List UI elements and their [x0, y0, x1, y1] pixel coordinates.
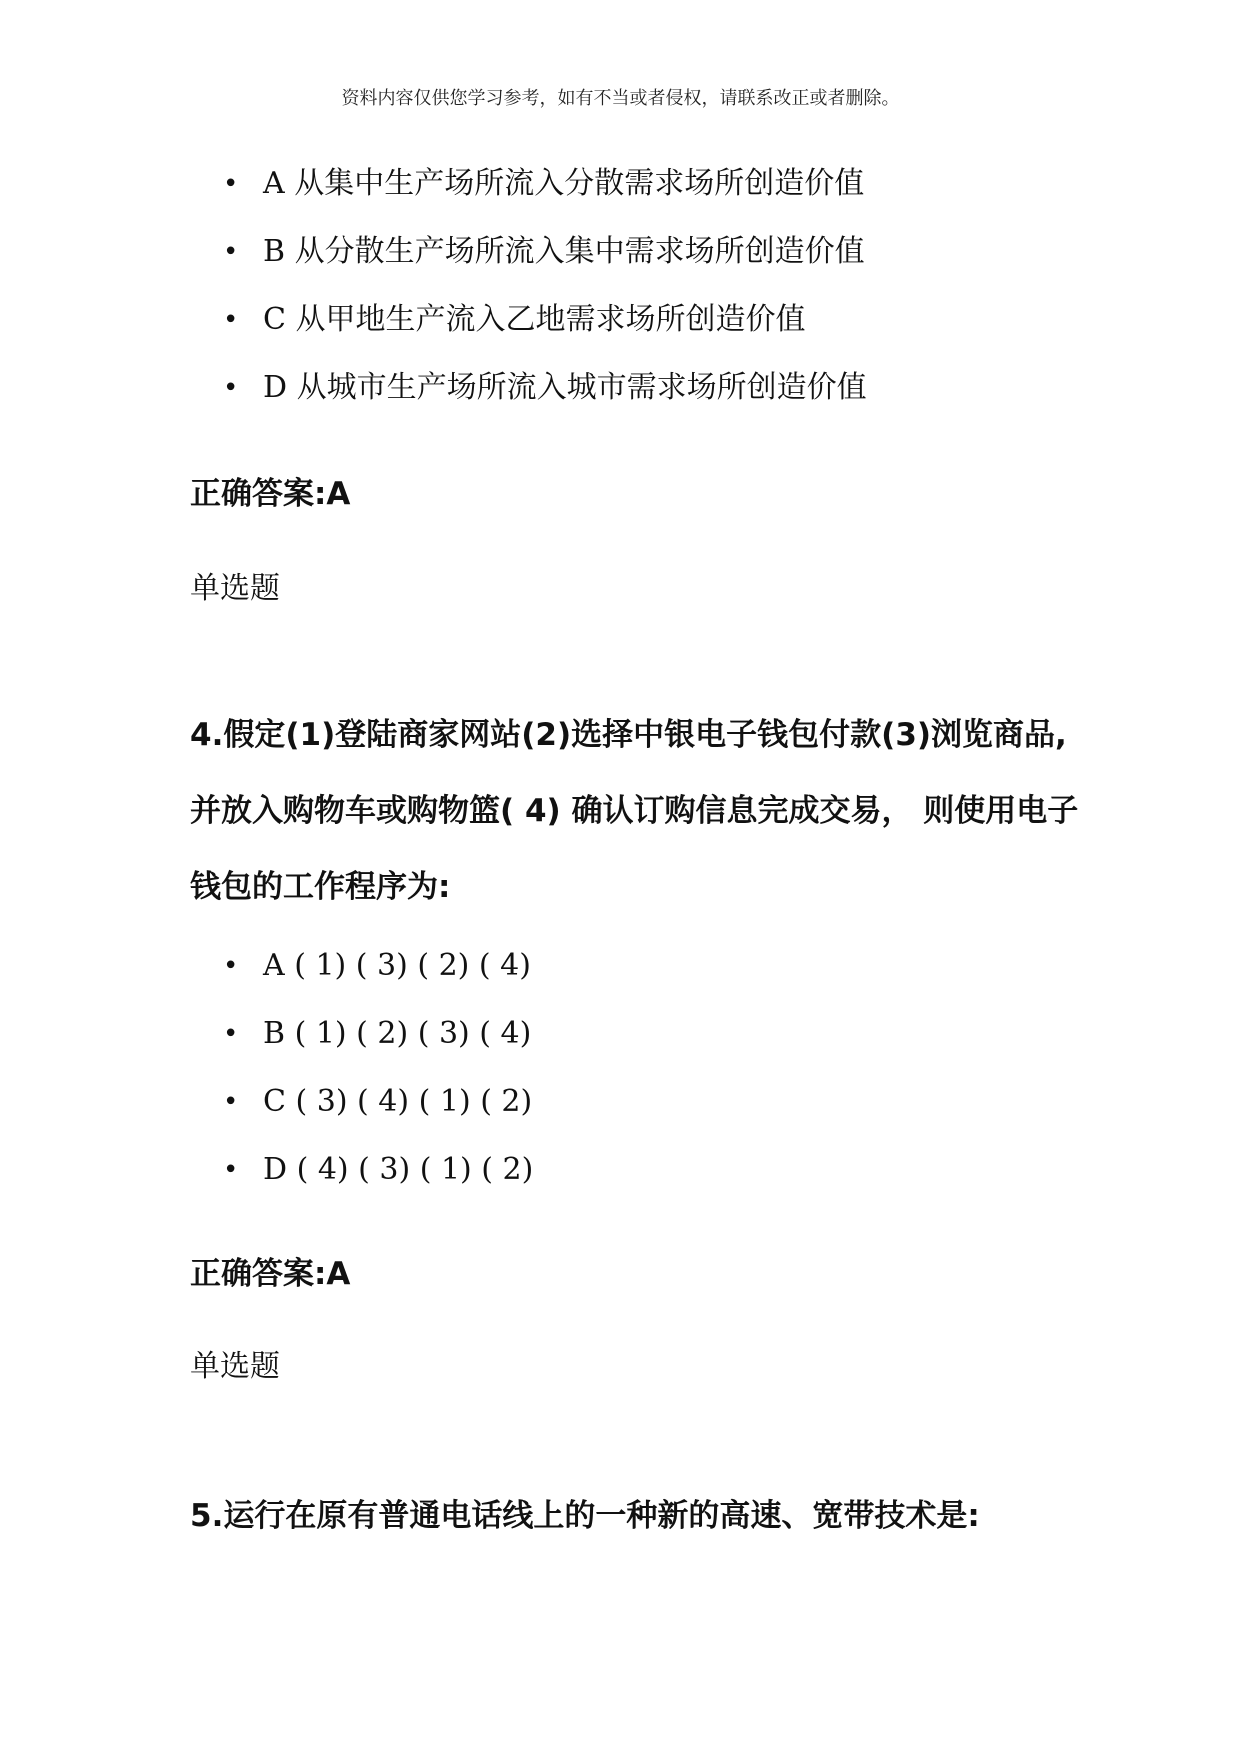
q3-correct-answer: 正确答案:A — [190, 476, 351, 512]
option-b: • B ( 1) ( 2) ( 3) ( 4) — [190, 1000, 1090, 1068]
disclaimer-header: 资料内容仅供您学习参考，如有不当或者侵权，请联系改正或者删除。 — [341, 88, 900, 109]
q4-question-text — [190, 697, 1090, 925]
bullet-icon: • — [223, 305, 239, 335]
question-line: 并放入购物车或购物篮( 4) 确认订购信息完成交易， 则使用电子 — [190, 793, 1079, 829]
question-line: 5.运行在原有普通电话线上的一种新的高速、宽带技术是: — [190, 1498, 980, 1534]
question-type: 单选题 — [190, 571, 280, 606]
q3-options — [190, 150, 1090, 422]
option-d: • D 从城市生产场所流入城市需求场所创造价值 — [190, 354, 1090, 422]
bullet-icon: • — [223, 1087, 239, 1117]
option-a: • A 从集中生产场所流入分散需求场所创造价值 — [190, 150, 1090, 218]
q4-options — [190, 932, 1090, 1204]
q5-question-text — [190, 1478, 1090, 1554]
bullet-icon: • — [223, 373, 239, 403]
question-line: 钱包的工作程序为: — [190, 869, 451, 905]
bullet-icon: • — [223, 951, 239, 981]
bullet-icon: • — [223, 169, 239, 199]
option-d: • D ( 4) ( 3) ( 1) ( 2) — [190, 1136, 1090, 1204]
bullet-icon: • — [223, 237, 239, 267]
question-type: 单选题 — [190, 1349, 280, 1384]
q4-correct-answer: 正确答案:A — [190, 1256, 351, 1292]
question-line: 4.假定(1)登陆商家网站(2)选择中银电子钱包付款(3)浏览商品, — [190, 717, 1067, 753]
option-c: • C 从甲地生产流入乙地需求场所创造价值 — [190, 286, 1090, 354]
option-c: • C ( 3) ( 4) ( 1) ( 2) — [190, 1068, 1090, 1136]
option-a: • A ( 1) ( 3) ( 2) ( 4) — [190, 932, 1090, 1000]
bullet-icon: • — [223, 1155, 239, 1185]
bullet-icon: • — [223, 1019, 239, 1049]
option-b: • B 从分散生产场所流入集中需求场所创造价值 — [190, 218, 1090, 286]
